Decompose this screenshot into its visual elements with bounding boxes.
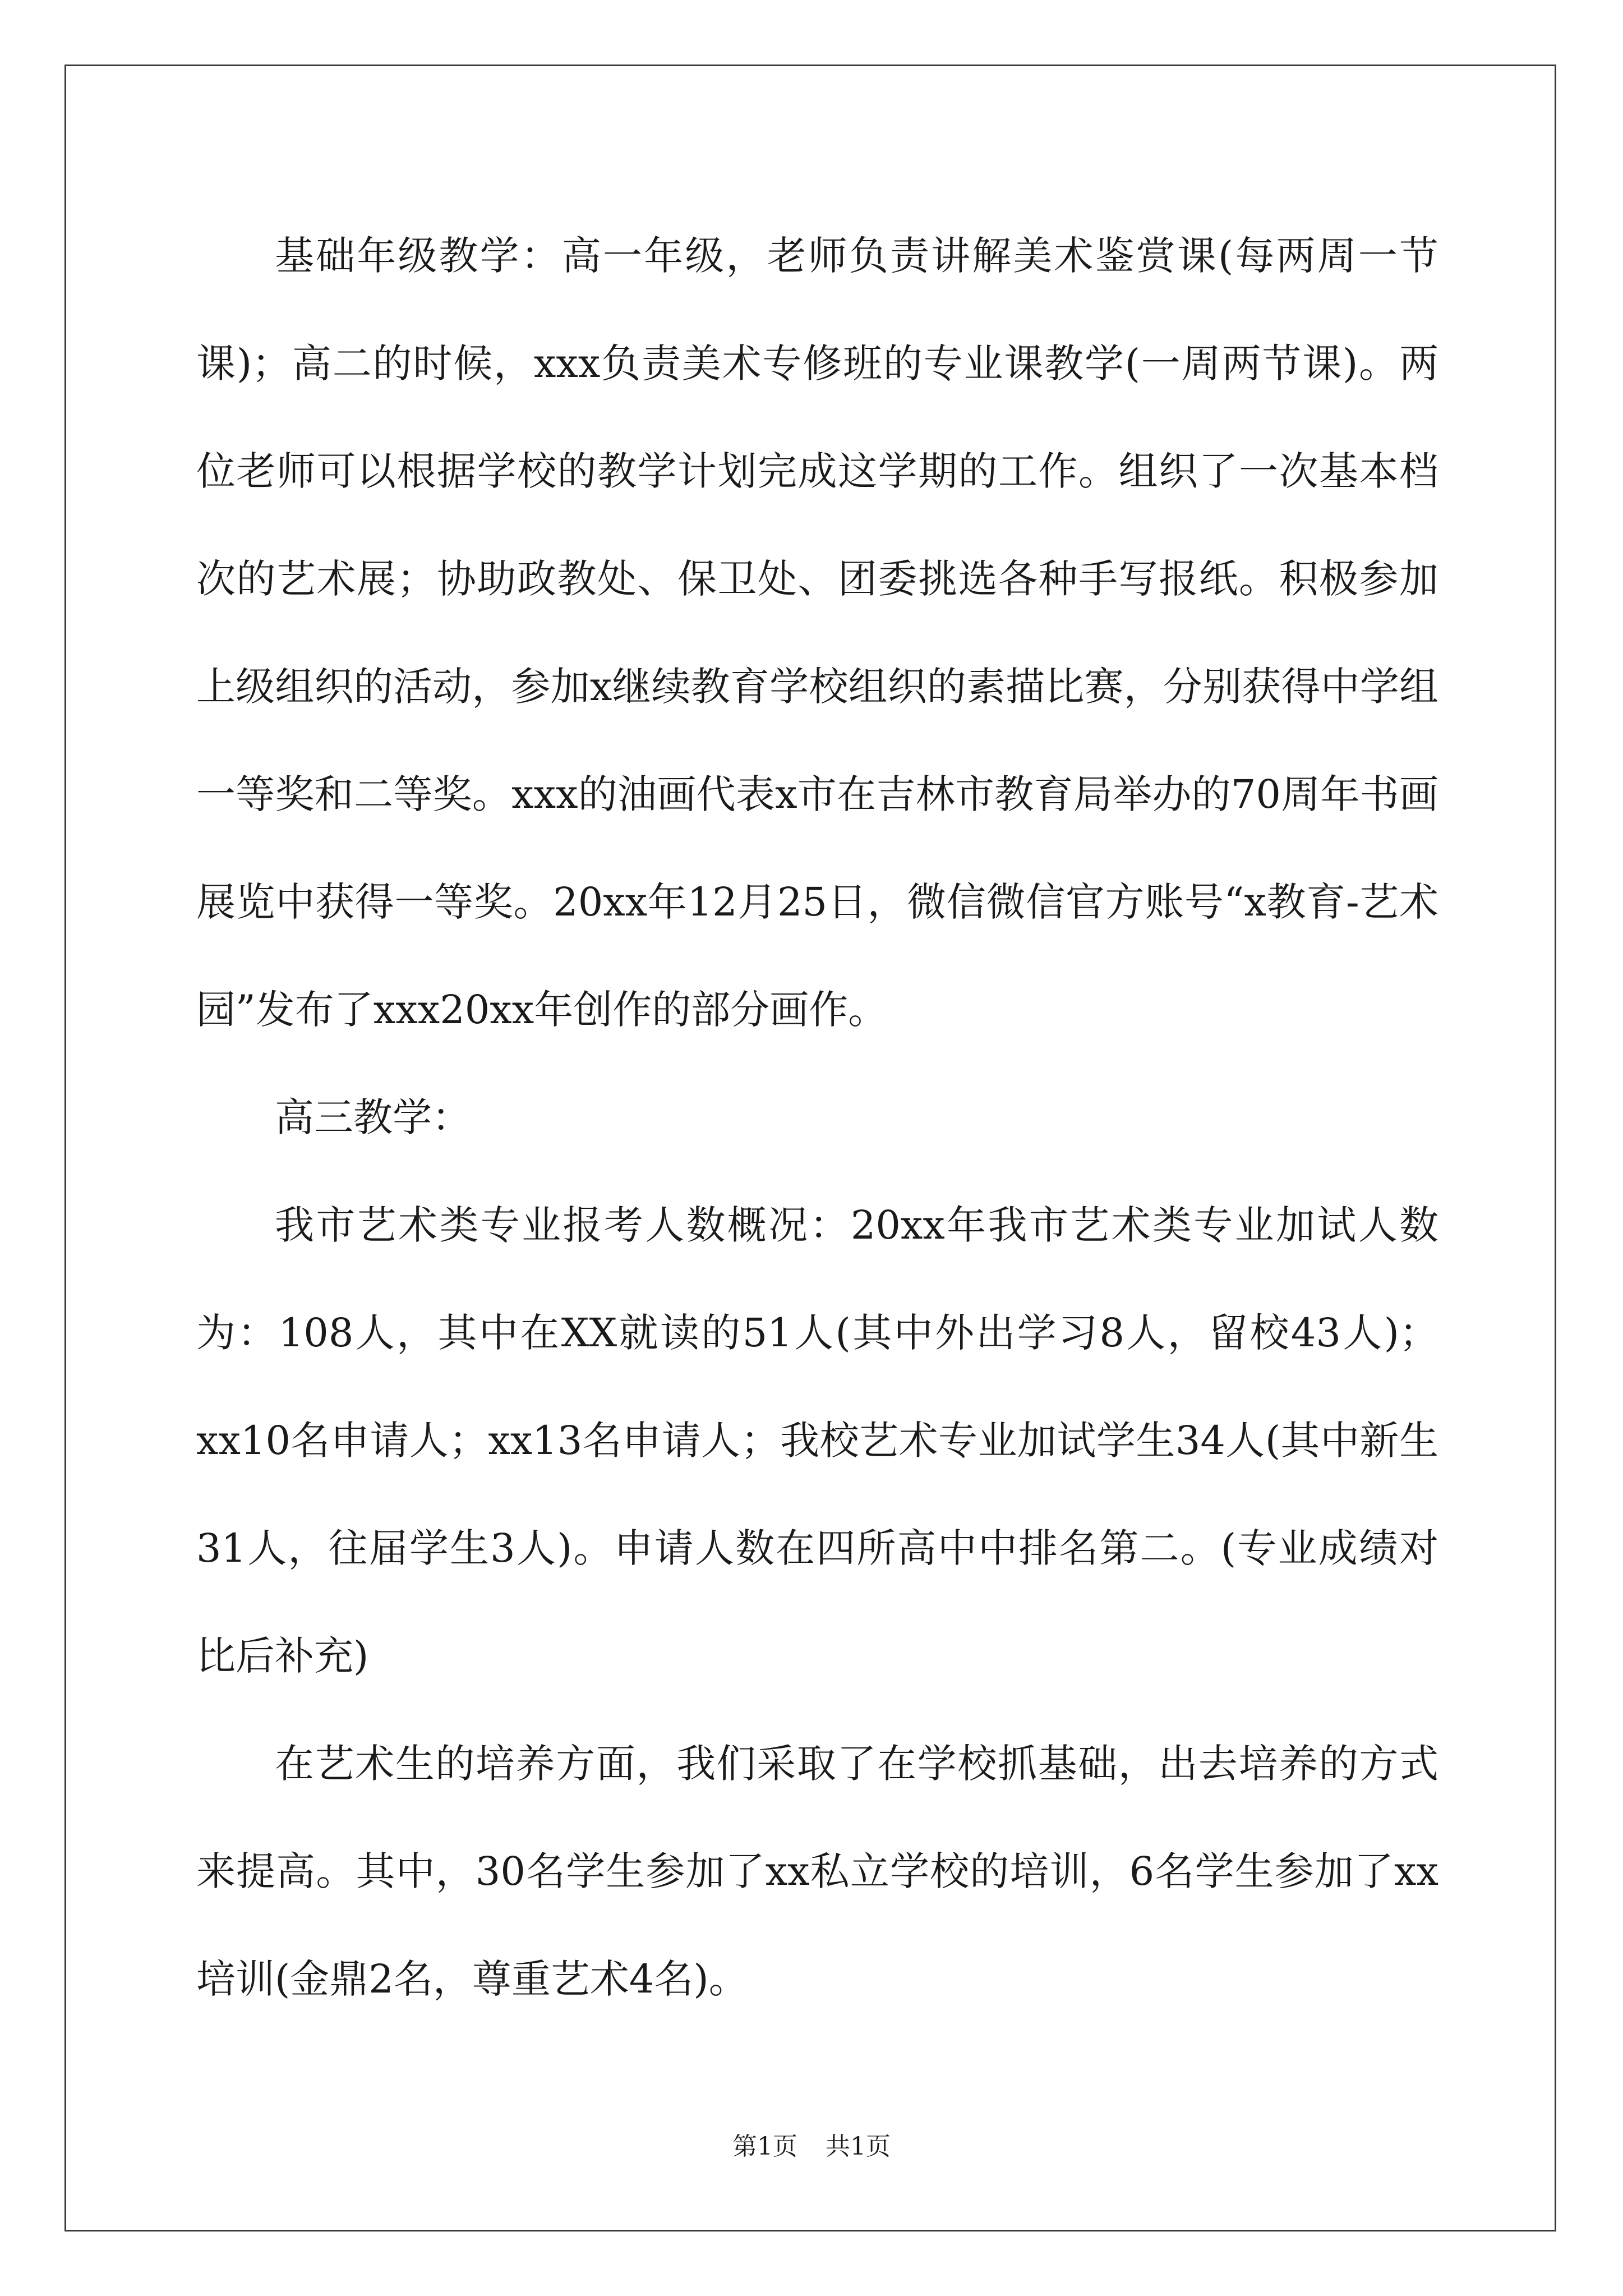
page-footer — [0, 2126, 1623, 2162]
page-number-total: 共1页 — [826, 2132, 891, 2161]
document-body — [196, 202, 1438, 2033]
page-number-current: 第1页 — [732, 2132, 797, 2161]
paragraph-senior-three-heading: 高三教学： — [275, 1094, 471, 1140]
paragraph-basic-grade-teaching: 基础年级教学：高一年级，老师负责讲解美术鉴赏课(每两周一节课)；高二的时候，xxx负责美术专修班的专业课教学(一周两节课)。两位老师可以根据学校的教学计划完成这学期的工作。组织了一次基本档次的艺术展；协助政教处、保卫处、团委挑选各种手写报纸。积极参加上级组织的活动，参加x继续教育学校组织的素描比赛，分别获得中学组一等奖和二等奖。xxx的油画代表x市在吉林市教育局举办的70周年书画展览中获得一等奖。20xx年12月25日，微信微信官方账号“x教育-艺术园”发布了xxx20xx年创作的部分画作。 — [196, 233, 1438, 1033]
paragraph-applicant-overview: 我市艺术类专业报考人数概况：20xx年我市艺术类专业加试人数为：108人，其中在XX就读的51人(其中外出学习8人，留校43人)；xx10名申请人；xx13名申请人；我校艺术专业加试学生34人(其中新生31人，往届学生3人)。申请人数在四所高中中排名第二。(专业成绩对比后补充) — [196, 1202, 1438, 1679]
paragraph-art-student-training: 在艺术生的培养方面，我们采取了在学校抓基础，出去培养的方式来提高。其中，30名学生参加了xx私立学校的培训，6名学生参加了xx培训(金鼎2名，尊重艺术4名)。 — [196, 1741, 1438, 2002]
